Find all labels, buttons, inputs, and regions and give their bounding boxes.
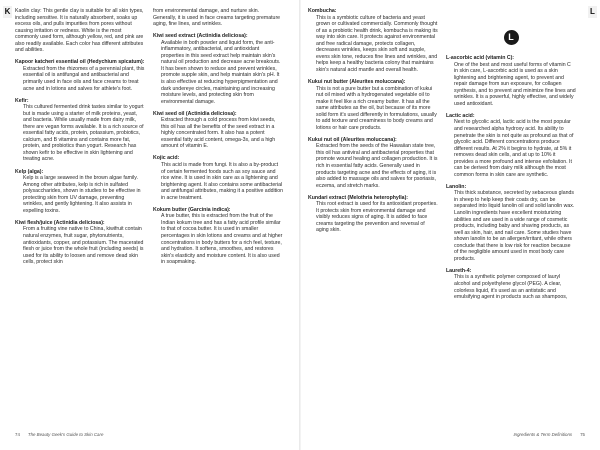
glossary-entry: Kiwi seed extract (Actinidia deliciosa): Available in both powder and liquid form, the anti-inflammatory, antibacterial, and antioxidant properties in this seed extract help maintain skin's natural oil production and decrease acne breakouts. It has been shown to reduce and prevent wrinkles, promote supple skin, and help maintain skin's pH. It is also effective at reducing hyperpigmentation and dark undereye circles, maintaining and increasing moisture levels, and protecting skin from environmental damage. — [153, 33, 281, 105]
glossary-entry: L-ascorbic acid (vitamin C): One of the best and most useful forms of vitamin C in skin care, L-ascorbic acid is used as a skin lightening and brightening agent, to prevent and repair damage from sun exposure, for collagen synthesis, and to prevent and minimize fine lines and wrinkles. It is a powerful, highly effective, and widely used antioxidant. — [446, 55, 576, 107]
right-page-number: 75 — [580, 432, 585, 437]
left-page-number: 74 — [15, 432, 20, 437]
section-letter-badge — [446, 30, 576, 45]
right-page-footer — [513, 432, 585, 437]
glossary-entry: Kelp (alga): Kelp is a large seaweed in the brown algae family. Among other attributes, kelp is rich in sulfated polysaccharides, shown in studies to be effective in protecting skin from UV damage, preventing wrinkles, and gently lightening. It also assists in expelling toxins. — [15, 168, 141, 214]
glossary-entry: Lactic acid: Next to glycolic acid, lactic acid is the most popular and researched alpha hydroxy acid. Its ability to penetrate the skin is not quite as profound as that of glycolic acid. Different concentrations produce different results. At 2% it begins to hydrate, at 5% it removes dead skin cells, and at up to 10% it provides a more profound and intense exfoliation. It can be derived from dairy milk although the most common forms in skin care are synthetic. — [446, 112, 574, 178]
glossary-entry: Kiwi flesh/juice (Actinidia deliciosa): From a fruiting vine native to China, kiwifruit contain natural enzymes, fruit sugar, phytonutrients, antioxidants, copper, and potassium. The macerated flesh or juice from the whole fruit (including seeds) is used for its ability to loosen and remove dead skin cells, protect skin — [15, 219, 144, 266]
glossary-entry: Kukui nut oil (Aleurites moluccana): Extracted from the seeds of the Hawaiian state tree, this oil has antiviral and antibacterial properties that promote wound healing and collagen production. It is rich in essential fatty acids. Generally used in products targeting acne and the effects of aging, it is also added to massage oils and salves for psoriasis, eczema, and stretch marks. — [308, 136, 438, 189]
glossary-entry: from environmental damage, and nurture skin. Generally, it is used in face creams targeting premature aging, fine lines, and wrinkles. — [153, 8, 281, 28]
glossary-entry: Laureth-4: This is a synthetic polymer composed of lauryl alcohol and polyethylene glycol (PEG). A clear, colorless liquid, it's used as an antistatic and emulsifying agent in products such as shampoos, — [446, 267, 568, 301]
section-letter: L — [504, 30, 519, 45]
right-page-column-2 — [446, 8, 576, 416]
page-gutter — [299, 0, 301, 450]
left-page-column-2 — [153, 8, 283, 416]
right-page-column-1 — [308, 8, 438, 416]
glossary-entry: Kombucha: This is a symbiotic culture of bacteria and yeast grown or cultivated commercially. Commonly thought of as a probiotic health drink, kombucha is making its way into skin care. It protects against environmental and free radical damage, protects collagen, decreases wrinkles, keeps skin soft and supple, evens skin tone, reduces fine lines and wrinkles, and helps keep a healthy bacteria colony that maintains skin's natural acid mantle and overall health. — [308, 8, 438, 73]
glossary-entry: Kukui nut butter (Aleurites moluccana): This is not a pure butter but a combination of kukui nut oil mixed with a hydrogenated vegetable oil to make it feel like a rich creamy butter. It has all the same attributes as the oil, but because of its more solid form it's used differently in formulations, usually to add texture and creaminess to body creams and lotions or hair care products. — [308, 78, 437, 131]
glossary-entry: Kojic acid: This acid is made from fungi. It is also a by-product of certain fermented foods such as soy sauce and rice wine. It is used in skin care as a lightening and brightening agent. It also contains some antibacterial and antifungal attributes, making it a positive addition in acne treatment. — [153, 155, 283, 201]
left-letter-tab: K — [4, 7, 11, 16]
left-running-title: The Beauty Geek's Guide to Skin Care — [27, 432, 104, 437]
right-letter-tab: L — [588, 6, 597, 18]
left-page-footer — [15, 432, 103, 437]
glossary-entry: Kiwi seed oil (Actinidia deliciosa): Extracted through a cold process from kiwi seeds, this oil has all the benefits of the seed extract in a highly concentrated form. It also has a potent essential fatty acid content, omega-3s, and a high amount of vitamin E. — [153, 110, 276, 150]
glossary-entry: Kaolin clay: This gentle clay is suitable for all skin types, including sensitive. It is naturally absorbent, soaks up excess oils, and pulls impurities from pores without causing irritation or redness. White is the most commonly used form, although yellow, red, and pink are also readily available. Each color has different attributes and abilities. — [15, 8, 144, 54]
glossary-entry: Kokum butter (Garcinia indica): A true butter, this is extracted from the fruit of the Indian kokum tree and has a fatty acid profile similar to that of cocoa butter. It is used in smaller percentages in skin lotions and creams and at higher concentrations in body butters for a rich feel, texture, and hydration. It softens, smoothes, and restores skin's elasticity and moisture content. It is also used in soapmaking. — [153, 206, 283, 266]
glossary-entry: Lanolin: This thick substance, secreted by sebaceous glands in sheep to help keep their coats dry, can be separated into liquid lanolin oil and solid lanolin wax. Lanolin ingredients have excellent moisturizing abilities and are used in a wide range of cosmetic products, including baby and shaving products, as well as skin, hair, and nail care. Some studies have shown lanolin to be an allergen/irritant, while others conclude that there is low risk for reaction because of the negligible amount used in most body care products. — [446, 183, 575, 262]
right-running-title: Ingredients & Term Definitions — [513, 432, 573, 437]
left-page-column-1 — [15, 8, 145, 416]
glossary-entry: Kapoor katcheri essential oil (Hedychium spicatum): Extracted from the rhizomes of a perennial plant, this essential oil is antifungal and antibacterial and primarily used in face oils and face creams to treat acne and in lotions and salves for athlete's foot. — [15, 59, 145, 92]
glossary-entry: Kundari extract (Melothria heterophylla): This root extract is used for its antioxidant properties. It protects skin from environmental damage and visibly reduces signs of aging. It is added to face creams targeting the prevention and reversal of aging skin. — [308, 194, 438, 234]
glossary-entry: Kefir: This cultured fermented drink tastes similar to yogurt but is made using a starter of milk proteins, yeast, and bacteria. While usually made from dairy milk, there are vegan forms available. It is a rich source of essential fatty acids, protein, potassium, probiotics, calcium, and B vitamins and contains more fat, protein, and probiotics than yogurt. Research has shown kefir to be effective in skin lightening and treating acne. — [15, 97, 144, 163]
